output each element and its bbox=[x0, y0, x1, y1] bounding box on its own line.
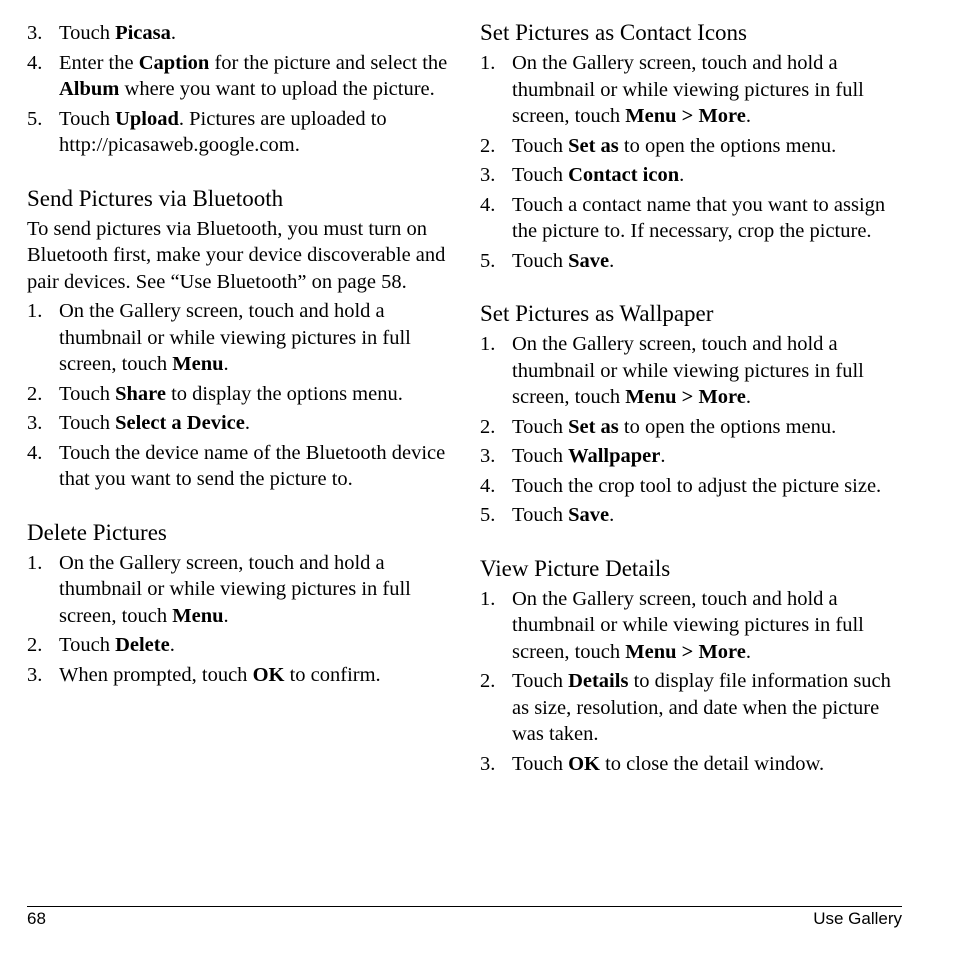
ui-term: Share bbox=[115, 382, 166, 405]
step-number: 1. bbox=[27, 300, 43, 322]
step-number: 2. bbox=[27, 382, 43, 405]
step-text bbox=[59, 383, 403, 405]
ui-term: Menu bbox=[172, 604, 224, 627]
list-item bbox=[480, 162, 905, 189]
delete-heading: Delete Pictures bbox=[27, 519, 167, 545]
step-number: 1. bbox=[480, 587, 496, 610]
step-text bbox=[59, 664, 381, 686]
step-text-run: . bbox=[745, 386, 752, 408]
step-text-run: to open the options menu. bbox=[618, 134, 837, 157]
step-text bbox=[512, 164, 684, 186]
list-item bbox=[480, 751, 905, 778]
list-item bbox=[27, 410, 452, 437]
ui-term: OK bbox=[568, 752, 600, 775]
ui-term: Set as bbox=[568, 415, 619, 438]
details-heading: View Picture Details bbox=[480, 555, 671, 581]
step-text-run: to display file information such as size, resolution, and date when the picture was taken. bbox=[512, 670, 891, 745]
step-text bbox=[59, 300, 411, 375]
step-text bbox=[512, 753, 824, 775]
step-text-run: to close the detail window. bbox=[599, 752, 825, 775]
step-text-run: Touch the crop tool to adjust the picture size. bbox=[512, 474, 882, 497]
step-text-run: Touch bbox=[512, 164, 569, 186]
step-text-run: for the picture and select the bbox=[209, 51, 448, 74]
step-number: 3. bbox=[480, 164, 496, 186]
step-number: 2. bbox=[27, 634, 43, 656]
step-text bbox=[59, 442, 445, 491]
list-item bbox=[480, 502, 905, 529]
step-text-run: to display the options menu. bbox=[165, 382, 403, 405]
ui-term: Menu > More bbox=[625, 386, 746, 408]
list-item bbox=[27, 632, 452, 659]
step-text-run: . bbox=[223, 353, 229, 375]
step-text bbox=[59, 22, 176, 44]
step-text-run: When prompted, touch bbox=[59, 663, 253, 686]
list-item bbox=[27, 662, 452, 689]
ui-term: Save bbox=[568, 249, 610, 272]
footer-divider bbox=[27, 906, 902, 907]
step-text-run: . bbox=[244, 412, 250, 434]
step-text-run: to open the options menu. bbox=[618, 415, 837, 438]
step-number: 5. bbox=[480, 504, 496, 526]
ui-term: Caption bbox=[138, 51, 210, 74]
step-text-run: Touch bbox=[512, 134, 569, 157]
list-item bbox=[480, 414, 905, 441]
step-number: 5. bbox=[480, 249, 496, 272]
step-text-run: Touch bbox=[59, 22, 116, 44]
step-text-run: Touch a contact name that you want to assign the picture to. If necessary, crop the picture. bbox=[512, 193, 886, 242]
step-number: 3. bbox=[27, 412, 43, 434]
ui-term: Menu > More bbox=[625, 640, 746, 663]
list-item bbox=[480, 50, 905, 130]
step-number: 2. bbox=[480, 670, 496, 692]
step-text-run: On the Gallery screen, touch and hold a thumbnail or while viewing pictures in full screen, touch bbox=[512, 587, 864, 663]
step-text-run: . bbox=[170, 22, 176, 44]
step-text-run: . bbox=[660, 445, 666, 467]
step-text-run: Touch bbox=[59, 382, 116, 405]
step-text-run: Enter the bbox=[59, 51, 139, 74]
step-number: 4. bbox=[27, 441, 43, 464]
details-steps-list bbox=[480, 586, 905, 778]
step-number: 3. bbox=[480, 445, 496, 467]
step-text-run: Touch bbox=[59, 107, 116, 130]
step-text-run: Touch bbox=[512, 670, 569, 692]
list-item bbox=[480, 443, 905, 470]
footer-section-title: Use Gallery bbox=[813, 909, 902, 928]
ui-term: Contact icon bbox=[568, 164, 680, 186]
step-text-run: . bbox=[745, 640, 752, 663]
step-text-run: Touch bbox=[512, 445, 569, 467]
bluetooth-intro: To send pictures via Bluetooth, you must turn on Bluetooth first, make your device discoverable and pair devices. See “Use Bluetooth” on page 58. bbox=[27, 217, 446, 293]
bluetooth-steps-list bbox=[27, 298, 452, 493]
step-text bbox=[512, 445, 665, 467]
step-text-run: . Pictures are uploaded to http://picasaweb.google.com. bbox=[59, 107, 387, 156]
step-text-run: where you want to upload the picture. bbox=[119, 78, 435, 100]
ui-term: Menu > More bbox=[625, 105, 746, 127]
ui-term: Delete bbox=[115, 634, 170, 656]
step-text-run: to confirm. bbox=[284, 663, 381, 686]
step-text bbox=[59, 108, 387, 157]
ui-term: Details bbox=[568, 670, 629, 692]
ui-term: Album bbox=[59, 78, 120, 100]
delete-steps-list bbox=[27, 550, 452, 689]
list-item bbox=[480, 473, 905, 500]
step-text bbox=[512, 135, 836, 157]
step-text-run: On the Gallery screen, touch and hold a thumbnail or while viewing pictures in full screen, touch bbox=[59, 551, 411, 627]
step-number: 2. bbox=[480, 134, 496, 157]
bluetooth-heading: Send Pictures via Bluetooth bbox=[27, 185, 284, 211]
list-item bbox=[27, 440, 452, 493]
ui-term: Upload bbox=[115, 107, 179, 130]
ui-term: Wallpaper bbox=[568, 445, 661, 467]
right-column bbox=[480, 20, 905, 780]
step-number: 3. bbox=[27, 22, 43, 44]
step-text bbox=[59, 552, 411, 627]
step-number: 3. bbox=[480, 752, 496, 775]
step-number: 2. bbox=[480, 415, 496, 438]
step-number: 1. bbox=[480, 52, 496, 74]
step-text-run: Touch bbox=[512, 504, 569, 526]
step-text bbox=[512, 588, 864, 663]
ui-term: Save bbox=[568, 504, 610, 526]
step-number: 5. bbox=[27, 107, 43, 130]
step-text-run: On the Gallery screen, touch and hold a thumbnail or while viewing pictures in full screen, touch bbox=[512, 52, 864, 127]
list-item bbox=[27, 50, 452, 103]
ui-term: Menu bbox=[172, 353, 224, 375]
step-text-run: Touch bbox=[512, 415, 569, 438]
ui-term: Select a Device bbox=[115, 412, 245, 434]
step-text-run: Touch bbox=[512, 249, 569, 272]
step-number: 1. bbox=[480, 333, 496, 355]
step-text bbox=[512, 52, 864, 127]
list-item bbox=[480, 133, 905, 160]
step-number: 3. bbox=[27, 663, 43, 686]
step-text bbox=[512, 475, 881, 497]
step-text-run: . bbox=[745, 105, 752, 127]
step-text bbox=[512, 194, 885, 243]
step-number: 4. bbox=[480, 474, 496, 497]
step-text bbox=[512, 250, 614, 272]
step-text bbox=[512, 416, 836, 438]
step-text-run: . bbox=[609, 249, 615, 272]
list-item bbox=[27, 381, 452, 408]
step-text bbox=[59, 412, 250, 434]
step-text bbox=[59, 52, 447, 101]
wallpaper-steps-list bbox=[480, 331, 905, 529]
step-text-run: Touch bbox=[59, 412, 116, 434]
picasa-steps-list bbox=[27, 20, 452, 159]
step-text-run: . bbox=[679, 164, 685, 186]
ui-term: OK bbox=[252, 663, 285, 686]
step-text-run: On the Gallery screen, touch and hold a thumbnail or while viewing pictures in full screen, touch bbox=[59, 300, 411, 375]
list-item bbox=[480, 586, 905, 666]
step-text-run: . bbox=[223, 604, 229, 627]
step-text bbox=[512, 333, 864, 408]
step-text-run: Touch the device name of the Bluetooth device that you want to send the picture to. bbox=[59, 441, 446, 490]
step-number: 4. bbox=[27, 51, 43, 74]
ui-term: Set as bbox=[568, 134, 619, 157]
page-number: 68 bbox=[27, 909, 46, 928]
step-number: 4. bbox=[480, 193, 496, 216]
step-text bbox=[512, 504, 614, 526]
ui-term: Picasa bbox=[115, 22, 171, 44]
list-item bbox=[27, 550, 452, 630]
step-text-run: . bbox=[169, 634, 175, 656]
list-item bbox=[27, 20, 452, 47]
list-item bbox=[27, 106, 452, 159]
step-number: 1. bbox=[27, 551, 43, 574]
step-text-run: Touch bbox=[512, 752, 569, 775]
contact-icons-steps-list bbox=[480, 50, 905, 274]
wallpaper-heading: Set Pictures as Wallpaper bbox=[480, 301, 714, 326]
step-text bbox=[512, 670, 891, 745]
contact-icons-heading: Set Pictures as Contact Icons bbox=[480, 20, 748, 45]
step-text-run: . bbox=[609, 504, 615, 526]
list-item bbox=[480, 668, 905, 748]
step-text bbox=[59, 634, 175, 656]
step-text-run: On the Gallery screen, touch and hold a thumbnail or while viewing pictures in full screen, touch bbox=[512, 333, 864, 408]
left-column bbox=[27, 20, 452, 691]
list-item bbox=[480, 331, 905, 411]
list-item bbox=[27, 298, 452, 378]
step-text-run: Touch bbox=[59, 634, 116, 656]
list-item bbox=[480, 248, 905, 275]
list-item bbox=[480, 192, 905, 245]
